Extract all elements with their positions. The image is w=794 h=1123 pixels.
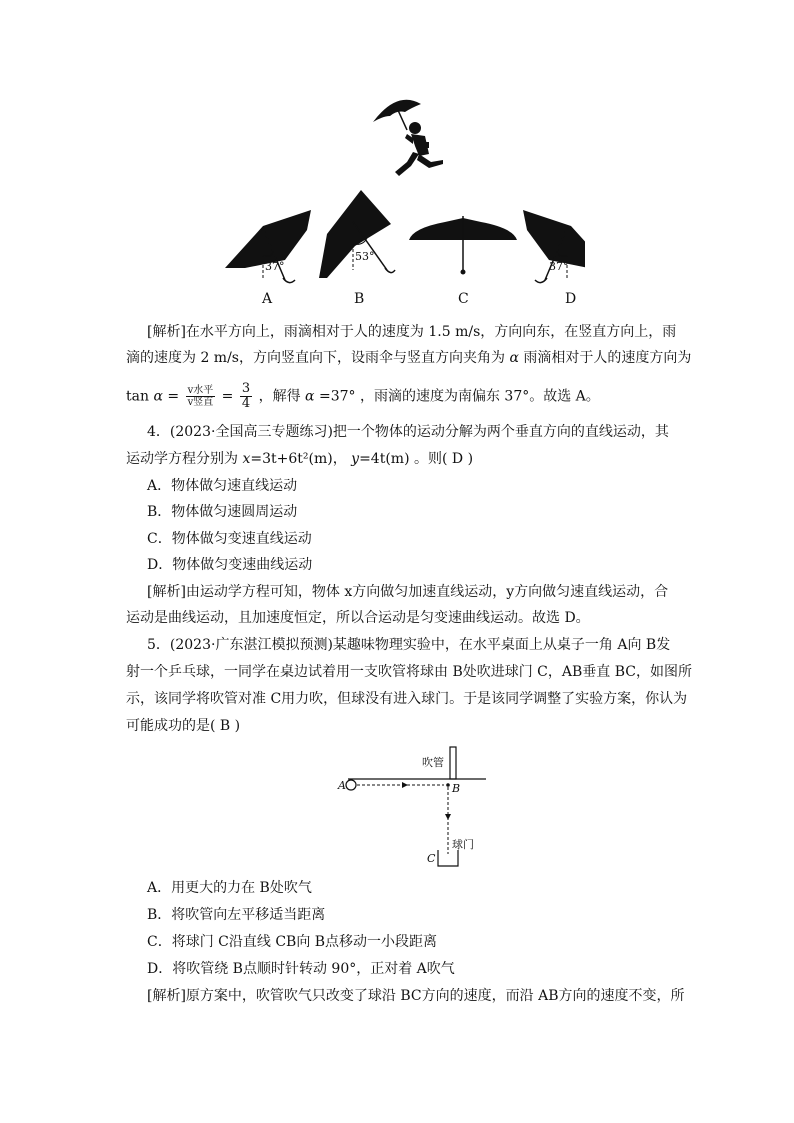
blow-tube-figure-svg [330,742,500,872]
option-label-b: B [354,291,365,307]
q5-option-a: A．用更大的力在 B处吹气 [147,880,312,896]
value-denominator: 4 [241,396,251,411]
equals-sign: = [167,388,180,405]
label-a: A [338,779,346,792]
running-man-icon [373,100,443,176]
option-label-c: C [458,291,469,307]
analysis3-line2-a: 滴的速度为 2 m/s，方向竖直向下，设雨伞与竖直方向夹角为 [126,350,505,366]
q4-line2: 运动学方程分别为 x=3t+6t²(m)， y=4t(m) 。则( D ) [126,451,474,467]
analysis3-line3-c: =37° [318,388,356,405]
angle-label-d: 37° [549,260,569,273]
blow-tube-figure [330,742,500,872]
eq-x-rhs: =3t+6t²(m) [250,451,333,467]
velocity-numerator: v水平 [187,385,214,396]
analysis3-line3 [126,382,600,411]
q5-line3: 示，该同学将吹管对准 C用力吹，但球没有进入球门。于是该同学调整了实验方案，你认为 [126,691,688,707]
q4-option-c: C．物体做匀变速直线运动 [147,531,312,547]
analysis3-line3-d: ，雨滴的速度为南偏东 37°。故选 A。 [359,388,600,405]
option-label-a: A [262,291,273,307]
ball-icon [346,780,356,790]
label-b: B [452,782,461,795]
label-tube: 吹管 [422,756,444,769]
alpha-symbol: α [509,350,519,366]
angle-label-a: 37° [265,260,285,273]
eq-x-var: x [242,451,251,467]
umbrella-figure [215,90,585,310]
velocity-denominator: v竖直 [187,397,214,408]
option-label-d: D [565,291,577,307]
q5-line2: 射一个乒乓球，一同学在桌边试着用一支吹管将球由 B处吹进球门 C，AB垂直 BC，如图所 [126,664,693,680]
analysis3-line2 [126,348,691,368]
angle-label-b: 53° [355,250,375,263]
umbrella-c-icon [409,216,517,275]
tan-label: tan [126,388,149,405]
alpha-symbol-3: α [305,388,315,405]
q4-analysis-2: 运动是曲线运动，且加速度恒定，所以合运动是匀变速曲线运动。故选 D。 [126,610,590,626]
q4-option-a: A．物体做匀速直线运动 [147,478,298,494]
tube-icon [450,747,456,779]
umbrella-b-icon [319,190,395,278]
analysis3-line3-b: ，解得 [258,388,301,405]
label-c: C [427,852,436,865]
q4-option-d: D．物体做匀变速曲线运动 [147,557,313,573]
velocity-fraction [186,385,216,408]
alpha-symbol-2: α [153,388,163,405]
q4-analysis-1: [解析]由运动学方程可知，物体 x方向做匀加速直线运动，y方向做匀速直线运动，合 [147,584,669,600]
equals-sign-2: = [221,388,234,405]
label-goal: 球门 [452,838,474,851]
eq-y-rhs: =4t(m) [359,451,410,467]
umbrella-figure-svg [215,90,585,310]
analysis3-line2-b: 雨滴相对于人的速度方向为 [523,350,692,366]
q5-line4: 可能成功的是( B ) [126,718,241,734]
eq-y-var: y [351,451,360,467]
q4-line2-b: 。则( D ) [414,451,474,467]
analysis3-line1: [解析]在水平方向上，雨滴相对于人的速度为 1.5 m/s，方向向东，在竖直方向上，雨 [147,324,677,340]
q5-line1: 5．(2023·广东湛江模拟预测)某趣味物理实验中，在水平桌面上从桌子一角 A向 B发 [147,637,671,653]
q5-analysis-1: [解析]原方案中，吹管吹气只改变了球沿 BC方向的速度，而沿 AB方向的速度不变，所 [147,988,685,1004]
q5-option-d: D．将吹管绕 B点顺时针转动 90°，正对着 A吹气 [147,961,455,977]
q4-option-b: B．物体做匀速圆周运动 [147,504,298,520]
q5-option-c: C．将球门 C沿直线 CB向 B点移动一小段距离 [147,934,438,950]
q4-line1: 4．(2023·全国高三专题练习)把一个物体的运动分解为两个垂直方向的直线运动，其 [147,424,669,440]
value-fraction [240,382,252,411]
value-numerator: 3 [241,381,251,396]
q4-line2-a: 运动学方程分别为 [126,451,238,467]
q5-option-b: B．将吹管向左平移适当距离 [147,907,326,923]
